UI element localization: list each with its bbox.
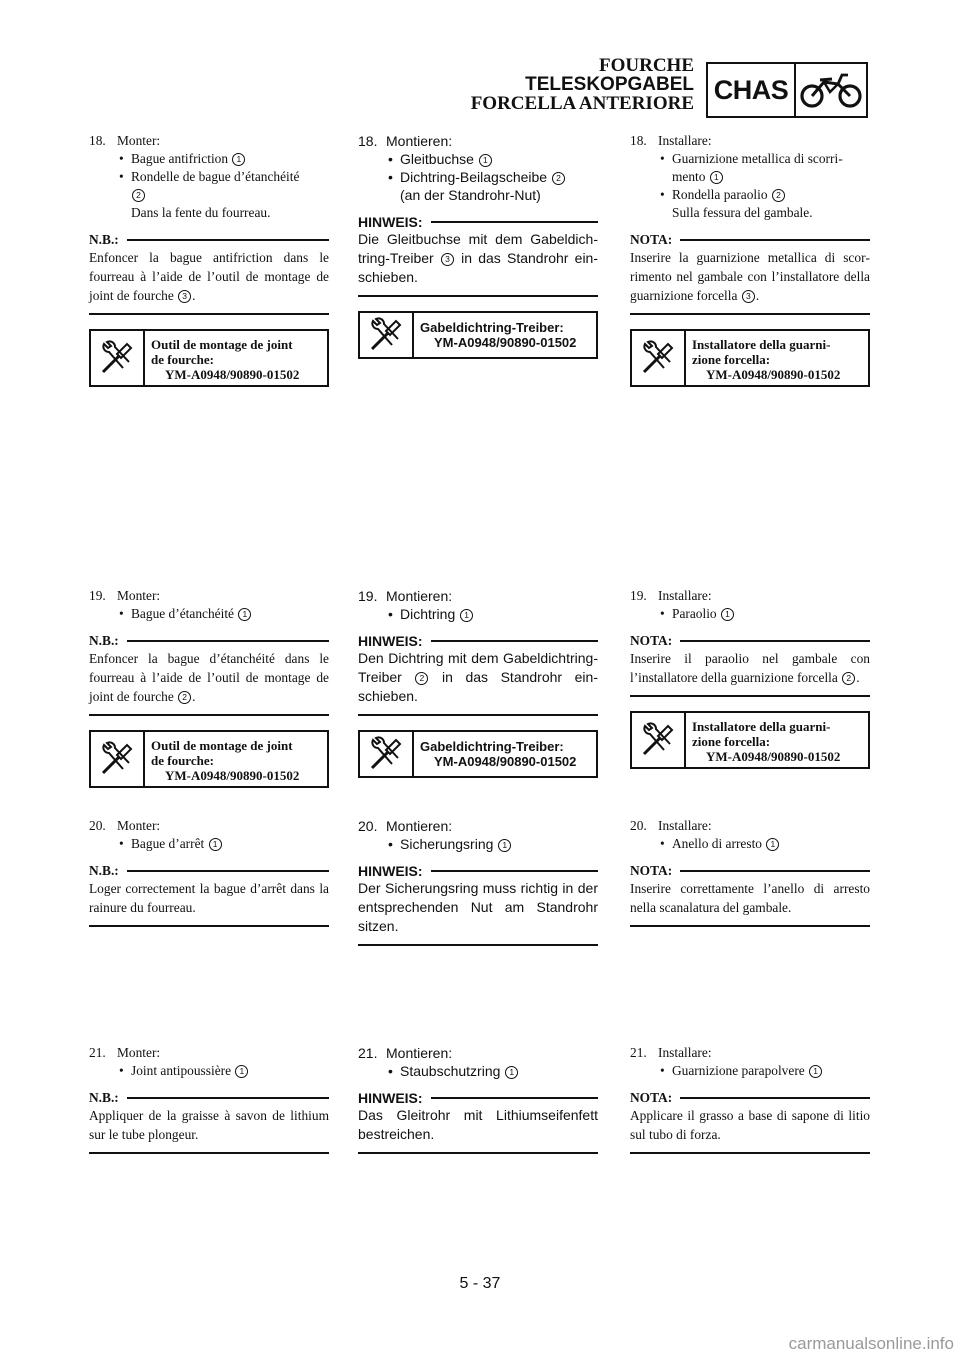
tool-code: YM-A0948/90890-01502 bbox=[165, 768, 300, 783]
list-item: • Bague d’arrêt 1 bbox=[89, 835, 329, 853]
page-number: 5 - 37 bbox=[459, 1275, 501, 1292]
callout-number: 1 bbox=[232, 153, 245, 166]
note-header: HINWEIS: bbox=[358, 863, 598, 879]
note-body: Die Gleitbuchse mit dem Gabeldichtring-Treiber 3 in das Standrohr einschieben. bbox=[358, 230, 598, 297]
tool-text: Gabeldichtring-Treiber: YM-A0948/90890-01502 bbox=[420, 320, 577, 350]
note-header: NOTA: bbox=[630, 1090, 870, 1106]
motorcycle-icon bbox=[796, 64, 866, 116]
tool-text: Gabeldichtring-Treiber: YM-A0948/90890-01502 bbox=[420, 739, 577, 769]
title-italian: FORCELLA ANTERIORE bbox=[470, 93, 694, 114]
callout-number: 1 bbox=[809, 1065, 822, 1078]
list-item: • Dichtring 1 bbox=[358, 605, 598, 623]
note-body: Inserire correttamente l’anello di arresto nella scanalatura del gambale. bbox=[630, 879, 870, 927]
list-item: • Staubschutzring 1 bbox=[358, 1062, 598, 1080]
note-body: Enfoncer la bague d’étanchéité dans le fourreau à l’aide de l’outil de montage de joint de fourche 2 . bbox=[89, 649, 329, 716]
tool-box bbox=[358, 311, 598, 359]
list-item: • Rondelle de bague d’étanchéité 2 bbox=[89, 168, 329, 204]
header-titles bbox=[471, 56, 694, 113]
note-header: N.B.: bbox=[89, 633, 329, 649]
tool-code: YM-A0948/90890-01502 bbox=[706, 367, 841, 382]
tool-text: Installatore della guarni- zione forcella: YM-A0948/90890-01502 bbox=[692, 337, 841, 382]
tool-icon bbox=[360, 313, 414, 357]
tool-box bbox=[630, 329, 870, 387]
section-badge bbox=[706, 62, 868, 118]
fr-step-20: 20. Monter: • Bague d’arrêt 1 N.B.: Loger correctement la bague d’arrêt dans la rainure du fourreau. bbox=[89, 817, 329, 927]
tool-icon bbox=[91, 732, 145, 786]
list-subtext: Dans la fente du fourreau. bbox=[131, 205, 271, 220]
callout-number: 2 bbox=[132, 189, 145, 202]
tool-code: YM-A0948/90890-01502 bbox=[434, 754, 577, 769]
note-header: N.B.: bbox=[89, 863, 329, 879]
tool-box bbox=[89, 329, 329, 387]
section-code: CHAS bbox=[708, 64, 796, 116]
list-subtext: Sulla fessura del gambale. bbox=[672, 205, 813, 220]
callout-number: 1 bbox=[710, 171, 723, 184]
list-item: • Paraolio 1 bbox=[630, 605, 870, 623]
note-body: Der Sicherungsring muss richtig in der entsprechenden Nut am Standrohr sitzen. bbox=[358, 879, 598, 946]
tool-text: Outil de montage de joint de fourche: YM-A0948/90890-01502 bbox=[151, 337, 300, 382]
note-body: Das Gleitrohr mit Lithiumseifenfett bestreichen. bbox=[358, 1106, 598, 1154]
tool-text: Installatore della guarni- zione forcella: YM-A0948/90890-01502 bbox=[692, 719, 841, 764]
callout-number: 1 bbox=[721, 608, 734, 621]
callout-number: 1 bbox=[238, 608, 251, 621]
tool-code: YM-A0948/90890-01502 bbox=[165, 367, 300, 382]
title-german: TELESKOPGABEL bbox=[525, 74, 694, 95]
note-body: Loger correctement la bague d’arrêt dans la rainure du fourreau. bbox=[89, 879, 329, 927]
note-body: Appliquer de la graisse à savon de lithium sur le tube plongeur. bbox=[89, 1106, 329, 1154]
callout-number: 1 bbox=[505, 1066, 518, 1079]
callout-number: 3 bbox=[742, 290, 755, 303]
list-item: • Sicherungsring 1 bbox=[358, 835, 598, 853]
callout-number: 2 bbox=[772, 189, 785, 202]
list-item: • Guarnizione parapolvere 1 bbox=[630, 1062, 870, 1080]
callout-number: 1 bbox=[498, 839, 511, 852]
note-body: Den Dichtring mit dem Gabeldichtring-Treiber 2 in das Standrohr einschieben. bbox=[358, 649, 598, 716]
note-header: HINWEIS: bbox=[358, 214, 598, 230]
de-step-21: 21. Montieren: • Staubschutzring 1 HINWEIS: Das Gleitrohr mit Lithiumseifenfett bestreichen. bbox=[358, 1044, 598, 1154]
list-item: • Bague antifriction 1 bbox=[89, 150, 329, 168]
callout-number: 1 bbox=[460, 609, 473, 622]
callout-number: 2 bbox=[842, 672, 855, 685]
list-item: • Anello di arresto 1 bbox=[630, 835, 870, 853]
note-header: HINWEIS: bbox=[358, 1090, 598, 1106]
tool-box bbox=[630, 711, 870, 769]
note-body: Inserire il paraolio nel gambale con l’installatore della guarnizione forcella 2 . bbox=[630, 649, 870, 697]
list-item: • Bague d’étanchéité 1 bbox=[89, 605, 329, 623]
footer-watermark[interactable]: carmanualsonline.info bbox=[788, 1334, 954, 1353]
tool-box bbox=[89, 730, 329, 788]
fr-step-18 bbox=[89, 132, 329, 387]
fr-step-19: 19. Monter: • Bague d’étanchéité 1 N.B.: Enfoncer la bague d’étanchéité dans le fourreau à l’aide de l’outil de montage de joint de fourche 2 . Outil de montage de joint de fourche: YM-A0948/90890-01502 bbox=[89, 587, 329, 788]
callout-number: 1 bbox=[235, 1065, 248, 1078]
step-action: Monter: bbox=[117, 133, 161, 148]
note-header: N.B.: bbox=[89, 1090, 329, 1106]
list-item: • Rondella paraolio 2 bbox=[630, 186, 870, 204]
callout-number: 1 bbox=[766, 838, 779, 851]
tool-box bbox=[358, 730, 598, 778]
it-step-18: 18. Installare: • Guarnizione metallica di scorrimento 1 • Rondella paraolio 2 Sulla fessura del gambale. NOTA: Inserire la guarnizione metallica di scorrimento nel gambale con l’installatore della guarnizione forcella 3 . Installatore della guarni- zione forcella: YM-A0948/90890-01502 bbox=[630, 132, 870, 387]
callout-number: 1 bbox=[479, 154, 492, 167]
note-header: NOTA: bbox=[630, 633, 870, 649]
tool-icon bbox=[632, 331, 686, 385]
it-step-19: 19. Installare: • Paraolio 1 NOTA: Inserire il paraolio nel gambale con l’installatore della guarnizione forcella 2 . Installatore della guarni- zione forcella: YM-A0948/90890-01502 bbox=[630, 587, 870, 769]
callout-number: 3 bbox=[178, 290, 191, 303]
callout-number: 3 bbox=[441, 253, 454, 266]
fr-step-21: 21. Monter: • Joint antipoussière 1 N.B.: Appliquer de la graisse à savon de lithium sur le tube plongeur. bbox=[89, 1044, 329, 1154]
note-header: NOTA: bbox=[630, 863, 870, 879]
list-item: • Gleitbuchse 1 bbox=[358, 150, 598, 168]
tool-text: Outil de montage de joint de fourche: YM-A0948/90890-01502 bbox=[151, 738, 300, 783]
list-item: • Joint antipoussière 1 bbox=[89, 1062, 329, 1080]
callout-number: 2 bbox=[415, 672, 428, 685]
it-step-21: 21. Installare: • Guarnizione parapolvere 1 NOTA: Applicare il grasso a base di sapone di litio sul tubo di forza. bbox=[630, 1044, 870, 1154]
note-header: NOTA: bbox=[630, 232, 870, 248]
note-body: Applicare il grasso a base di sapone di litio sul tubo di forza. bbox=[630, 1106, 870, 1154]
tool-icon bbox=[632, 713, 686, 767]
note-header: HINWEIS: bbox=[358, 633, 598, 649]
tool-code: YM-A0948/90890-01502 bbox=[706, 749, 841, 764]
note-header: N.B.: bbox=[89, 232, 329, 248]
callout-number: 1 bbox=[209, 838, 222, 851]
note-body: Enfoncer la bague antifriction dans le fourreau à l’aide de l’outil de montage de joint de fourche 3 . bbox=[89, 248, 329, 315]
it-step-20: 20. Installare: • Anello di arresto 1 NOTA: Inserire correttamente l’anello di arresto nella scanalatura del gambale. bbox=[630, 817, 870, 927]
title-french: FOURCHE bbox=[599, 55, 694, 76]
callout-number: 2 bbox=[552, 172, 565, 185]
de-step-20: 20. Montieren: • Sicherungsring 1 HINWEIS: Der Sicherungsring muss richtig in der entsprechenden Nut am Standrohr sitzen. bbox=[358, 817, 598, 946]
list-subtext: (an der Standrohr-Nut) bbox=[400, 187, 541, 203]
de-step-19: 19. Montieren: • Dichtring 1 HINWEIS: Den Dichtring mit dem Gabeldichtring-Treiber 2 in das Standrohr einschieben. Gabeldichtring-Treiber: YM-A0948/90890-01502 bbox=[358, 587, 598, 778]
callout-number: 2 bbox=[178, 691, 191, 704]
tool-code: YM-A0948/90890-01502 bbox=[434, 335, 577, 350]
list-item: • Dichtring-Beilagscheibe 2 bbox=[358, 168, 598, 186]
note-body: Inserire la guarnizione metallica di scorrimento nel gambale con l’installatore della guarnizione forcella 3 . bbox=[630, 248, 870, 315]
list-item: • Guarnizione metallica di scorrimento 1 bbox=[630, 150, 870, 186]
tool-icon bbox=[360, 732, 414, 776]
de-step-18: 18. Montieren: • Gleitbuchse 1 • Dichtring-Beilagscheibe 2 (an der Standrohr-Nut) HINWEIS: Die Gleitbuchse mit dem Gabeldichtring-Treiber 3 in das Standrohr einschieben. Gabeldichtring-Treiber: YM-A0948/90890-01502 bbox=[358, 132, 598, 359]
step-number: 18. bbox=[89, 133, 106, 148]
tool-icon bbox=[91, 331, 145, 385]
